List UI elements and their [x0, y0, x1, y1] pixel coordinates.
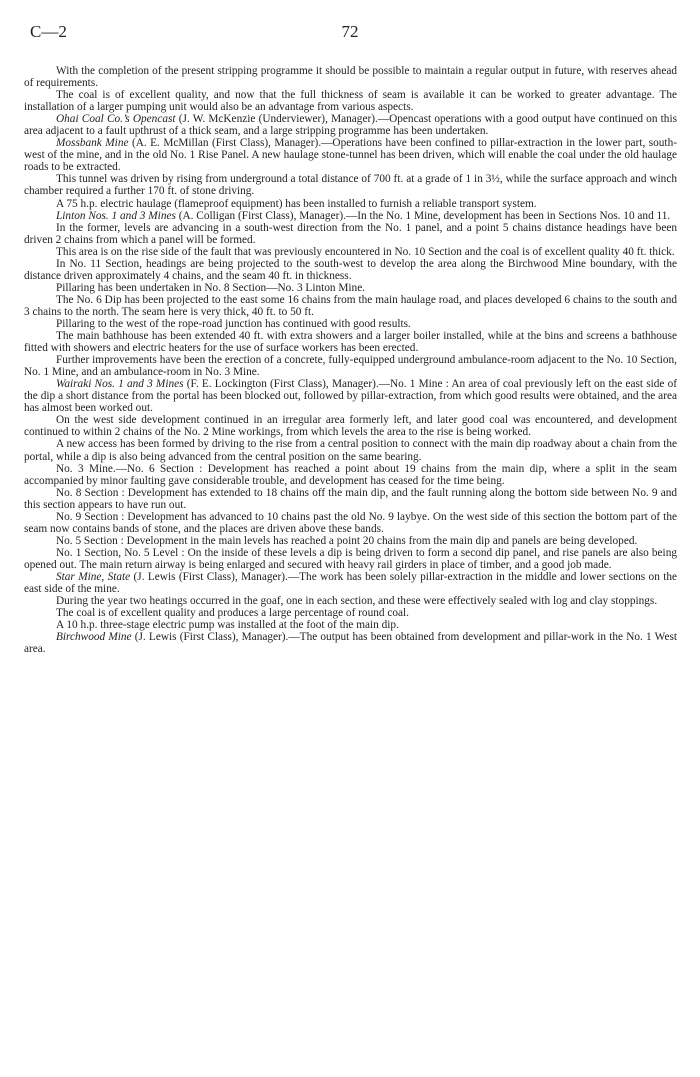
paragraph-text: No. 1 Section, No. 5 Level : On the inside of these levels a dip is being driven to form a second dip panel, and rise panels are also being opened out. The main return airway is being enlarged and secured with heavy rail girders in place of timber, and a good job made.	[24, 546, 677, 571]
paragraph	[24, 535, 677, 547]
paragraph-text: Pillaring to the west of the rope-road junction has continued with good results.	[56, 317, 411, 330]
paragraph	[24, 378, 677, 414]
paragraph-text: In the former, levels are advancing in a south-west direction from the No. 1 panel, and a point 5 chains distance headings have been driven 2 chains from which a panel will be formed.	[24, 221, 677, 246]
mine-name: Birchwood Mine	[56, 631, 132, 644]
paragraph-text: The main bathhouse has been extended 40 ft. with extra showers and a larger boiler installed, while at the bins and screens a bathhouse fitted with showers and electric heaters for the use of surface workers has been erected.	[24, 330, 677, 355]
paragraph-text: No. 3 Mine.—No. 6 Section : Development has reached a point about 19 chains from the main dip, where a split in the seam accompanied by minor faulting gave considerable trouble, and development has ceased for the time being.	[24, 462, 677, 487]
section-code: C—2	[30, 22, 67, 41]
paragraph-text: This tunnel was driven by rising from underground a total distance of 700 ft. at a grade of 1 in 3½, while the surface approach and winch chamber required a further 170 ft. of stone driving.	[24, 173, 677, 198]
paragraph-text: No. 8 Section : Development has extended to 18 chains off the main dip, and the fault running along the bottom side between No. 9 and this section appears to have run out.	[24, 486, 677, 511]
paragraph-text: With the completion of the present stripping programme it should be possible to maintain a regular output in future, with reserves ahead of requirements.	[24, 65, 677, 90]
paragraph-text: (J. W. McKenzie (Underviewer), Manager).—Opencast operations with a good output have continued on this area adjacent to a fault upthrust of a thick seam, and a large stripping programme has been undertaken.	[24, 113, 677, 138]
paragraph-text: (A. Colligan (First Class), Manager).—In the No. 1 Mine, development has been in Sections Nos. 10 and 11.	[175, 209, 671, 222]
paragraph	[24, 619, 677, 631]
paragraph	[24, 246, 677, 258]
paragraph	[24, 137, 677, 173]
paragraph-text: A 75 h.p. electric haulage (flameproof equipment) has been installed to furnish a reliable transport system.	[56, 197, 537, 210]
page-number: 72	[341, 22, 359, 41]
paragraph	[24, 607, 677, 619]
paragraph	[24, 113, 677, 137]
report-body	[24, 65, 677, 655]
paragraph	[24, 318, 677, 330]
paragraph	[24, 222, 677, 246]
paragraph-text: No. 9 Section : Development has advanced to 10 chains past the old No. 9 laybye. On the west side of this section the bottom part of the seam now contains bands of stone, and the places are driven above these bands.	[24, 510, 677, 535]
paragraph-text: During the year two heatings occurred in the goaf, one in each section, and these were effectively sealed with log and clay stoppings.	[56, 595, 658, 608]
paragraph-text: The coal is of excellent quality and produces a large percentage of round coal.	[56, 607, 409, 620]
paragraph-text: (F. E. Lockington (First Class), Manager).—No. 1 Mine : An area of coal previously left on the east side of the dip a short distance from the portal has been blocked out, followed by pillar-extraction, from which good results were obtained, and the area has almost been worked out.	[24, 378, 678, 415]
paragraph-text: The coal is of excellent quality, and now that the full thickness of seam is available it can be worked to greater advantage. The installation of a larger pumping unit would also be an advantage from various aspects.	[24, 89, 677, 114]
mine-name: Ohai Coal Co.’s Opencast	[56, 113, 176, 126]
paragraph	[24, 463, 677, 487]
paragraph	[24, 282, 677, 294]
paragraph	[24, 330, 677, 354]
paragraph	[24, 571, 677, 595]
mine-name: Mossbank Mine	[56, 137, 129, 150]
paragraph	[24, 487, 677, 511]
paragraph	[24, 547, 677, 571]
paragraph	[24, 414, 677, 438]
mine-name: Linton Nos. 1 and 3 Mines	[56, 209, 176, 222]
paragraph-text: A 10 h.p. three-stage electric pump was installed at the foot of the main dip.	[56, 619, 399, 632]
paragraph-text: Pillaring has been undertaken in No. 8 Section—No. 3 Linton Mine.	[56, 281, 366, 294]
paragraph	[24, 595, 677, 607]
paragraph	[24, 354, 677, 378]
mine-name: Star Mine, State	[56, 570, 131, 583]
paragraph-text: A new access has been formed by driving to the rise from a central position to connect with the main dip roadway about a chain from the portal, while a dip is also being advanced from the central position on the same bearing.	[24, 438, 677, 463]
paragraph-text: The No. 6 Dip has been projected to the east some 16 chains from the main haulage road, and places developed 6 chains to the south and 3 chains to the north. The seam here is very thick, 40 ft. to 50 ft.	[24, 293, 677, 318]
paragraph-text: (A. E. McMillan (First Class), Manager).—Operations have been confined to pillar-extraction in the lower part, south-west of the mine, and in the old No. 1 Rise Panel. A new haulage stone-tunnel has been driven, which will enable the coal under the old haulage roads to be extracted.	[24, 137, 677, 174]
paragraph-text: This area is on the rise side of the fault that was previously encountered in No. 10 Section and the coal is of excellent quality 40 ft. thick.	[56, 245, 675, 258]
paragraph-text: Further improvements have been the erection of a concrete, fully-equipped underground ambulance-room adjacent to the No. 10 Section, No. 1 Mine, and an ambulance-room in No. 3 Mine.	[24, 354, 677, 379]
paragraph-text: (J. Lewis (First Class), Manager).—The output has been obtained from development and pillar-work in the No. 1 West area.	[24, 631, 677, 656]
paragraph	[24, 511, 677, 535]
paragraph	[24, 258, 677, 282]
paragraph-text: (J. Lewis (First Class), Manager).—The work has been solely pillar-extraction in the middle and lower sections on the east side of the mine.	[24, 570, 678, 596]
paragraph	[24, 631, 677, 655]
paragraph	[24, 294, 677, 318]
paragraph-text: No. 5 Section : Development in the main levels has reached a point 20 chains from the main dip and panels are being developed.	[56, 534, 638, 547]
paragraph	[24, 438, 677, 462]
paragraph	[24, 89, 677, 113]
paragraph	[24, 173, 677, 197]
paragraph	[24, 198, 677, 210]
mine-name: Wairaki Nos. 1 and 3 Mines	[56, 378, 184, 391]
paragraph-text: In No. 11 Section, headings are being projected to the south-west to develop the area along the Birchwood Mine boundary, with the distance driven approximately 4 chains, and the seam 40 ft. in thickness.	[24, 257, 677, 282]
paragraph	[24, 65, 677, 89]
paragraph-text: On the west side development continued in an irregular area formerly left, and later good coal was encountered, and development continued to within 2 chains of the No. 2 Mine workings, from which levels the area to the rise is being worked.	[24, 414, 677, 439]
paragraph	[24, 210, 677, 222]
